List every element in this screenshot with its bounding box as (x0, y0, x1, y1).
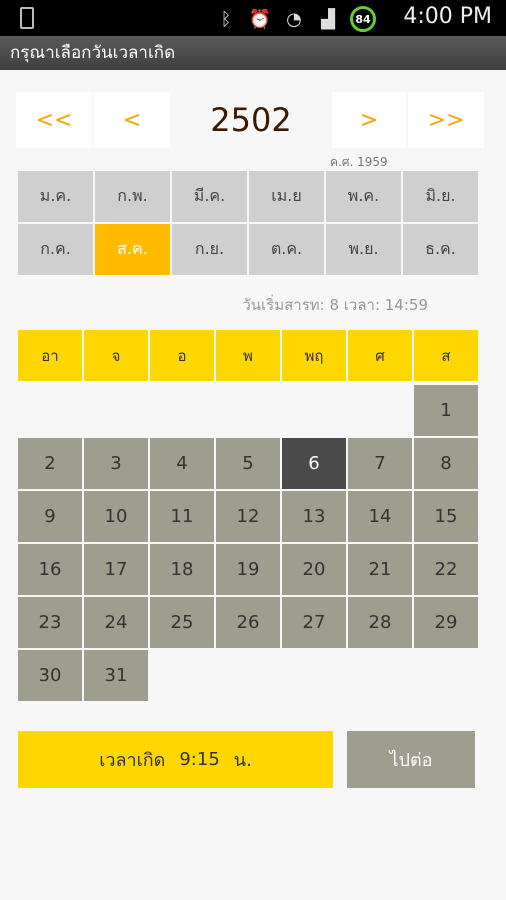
ce-year-label: ค.ศ. 1959 (330, 155, 388, 169)
day-cell[interactable]: 10 (84, 491, 148, 542)
day-cell[interactable]: 18 (150, 544, 214, 595)
day-cell[interactable]: 17 (84, 544, 148, 595)
day-cell[interactable]: 15 (414, 491, 478, 542)
month-button[interactable]: ม.ค. (18, 171, 93, 222)
month-grid (18, 171, 477, 275)
empty-cell (18, 385, 82, 436)
weekday-label: พ (216, 330, 280, 381)
day-grid (18, 385, 476, 701)
year-navigation (16, 92, 484, 148)
signal-icon: ▟ (321, 8, 335, 30)
day-cell[interactable]: 27 (282, 597, 346, 648)
day-cell[interactable]: 31 (84, 650, 148, 701)
weekday-label: ศ (348, 330, 412, 381)
day-cell[interactable]: 14 (348, 491, 412, 542)
birth-time-button[interactable] (18, 731, 333, 788)
day-cell[interactable]: 12 (216, 491, 280, 542)
phone-icon (20, 7, 34, 29)
next-next-year-button[interactable]: >> (408, 92, 484, 148)
weekday-label: ส (414, 330, 478, 381)
day-cell[interactable]: 5 (216, 438, 280, 489)
year-display: 2502 (210, 101, 292, 139)
day-cell[interactable]: 16 (18, 544, 82, 595)
birth-time-label: เวลาเกิด (99, 750, 166, 771)
empty-cell (348, 385, 412, 436)
month-button[interactable]: ธ.ค. (403, 224, 478, 275)
day-cell[interactable]: 19 (216, 544, 280, 595)
day-cell[interactable]: 30 (18, 650, 82, 701)
weekday-label: อ (150, 330, 214, 381)
month-button[interactable]: ก.พ. (95, 171, 170, 222)
day-cell[interactable]: 7 (348, 438, 412, 489)
day-cell[interactable]: 4 (150, 438, 214, 489)
day-cell[interactable]: 22 (414, 544, 478, 595)
birth-time-unit: น. (233, 750, 252, 771)
month-button[interactable]: ต.ค. (249, 224, 324, 275)
weekday-label: พฤ (282, 330, 346, 381)
weekday-label: จ (84, 330, 148, 381)
month-button[interactable]: ส.ค. (95, 224, 170, 275)
day-cell[interactable]: 9 (18, 491, 82, 542)
weekday-label: อา (18, 330, 82, 381)
next-year-button[interactable]: > (332, 92, 406, 148)
day-cell[interactable]: 1 (414, 385, 478, 436)
status-bar (0, 0, 506, 36)
wifi-icon: ◔ (286, 8, 302, 30)
month-button[interactable]: พ.ย. (326, 224, 401, 275)
empty-cell (216, 385, 280, 436)
month-button[interactable]: พ.ค. (326, 171, 401, 222)
prev-prev-year-button[interactable]: << (16, 92, 92, 148)
day-cell[interactable]: 26 (216, 597, 280, 648)
start-info: วันเริ่มสารท: 8 เวลา: 14:59 (242, 296, 428, 314)
day-cell[interactable]: 2 (18, 438, 82, 489)
alarm-icon: ⏰ (248, 8, 272, 30)
day-cell[interactable]: 13 (282, 491, 346, 542)
month-button[interactable]: ก.ค. (18, 224, 93, 275)
day-cell[interactable]: 28 (348, 597, 412, 648)
empty-cell (150, 385, 214, 436)
month-button[interactable]: เม.ย (249, 171, 324, 222)
bluetooth-icon: ᛒ (220, 8, 232, 30)
day-cell[interactable]: 3 (84, 438, 148, 489)
weekday-header (18, 330, 476, 381)
day-cell[interactable]: 25 (150, 597, 214, 648)
next-button[interactable]: ไปต่อ (347, 731, 475, 788)
battery-icon: 84 (350, 6, 376, 32)
empty-cell (84, 385, 148, 436)
day-cell[interactable]: 24 (84, 597, 148, 648)
month-button[interactable]: มิ.ย. (403, 171, 478, 222)
day-cell[interactable]: 11 (150, 491, 214, 542)
day-cell[interactable]: 6 (282, 438, 346, 489)
day-cell[interactable]: 8 (414, 438, 478, 489)
birth-time-value: 9:15 (179, 749, 220, 770)
page-title: กรุณาเลือกวันเวลาเกิด (0, 36, 506, 70)
day-cell[interactable]: 21 (348, 544, 412, 595)
status-time: 4:00 PM (403, 4, 492, 29)
month-button[interactable]: มี.ค. (172, 171, 247, 222)
month-button[interactable]: ก.ย. (172, 224, 247, 275)
prev-year-button[interactable]: < (94, 92, 170, 148)
day-cell[interactable]: 23 (18, 597, 82, 648)
empty-cell (282, 385, 346, 436)
day-cell[interactable]: 20 (282, 544, 346, 595)
day-cell[interactable]: 29 (414, 597, 478, 648)
